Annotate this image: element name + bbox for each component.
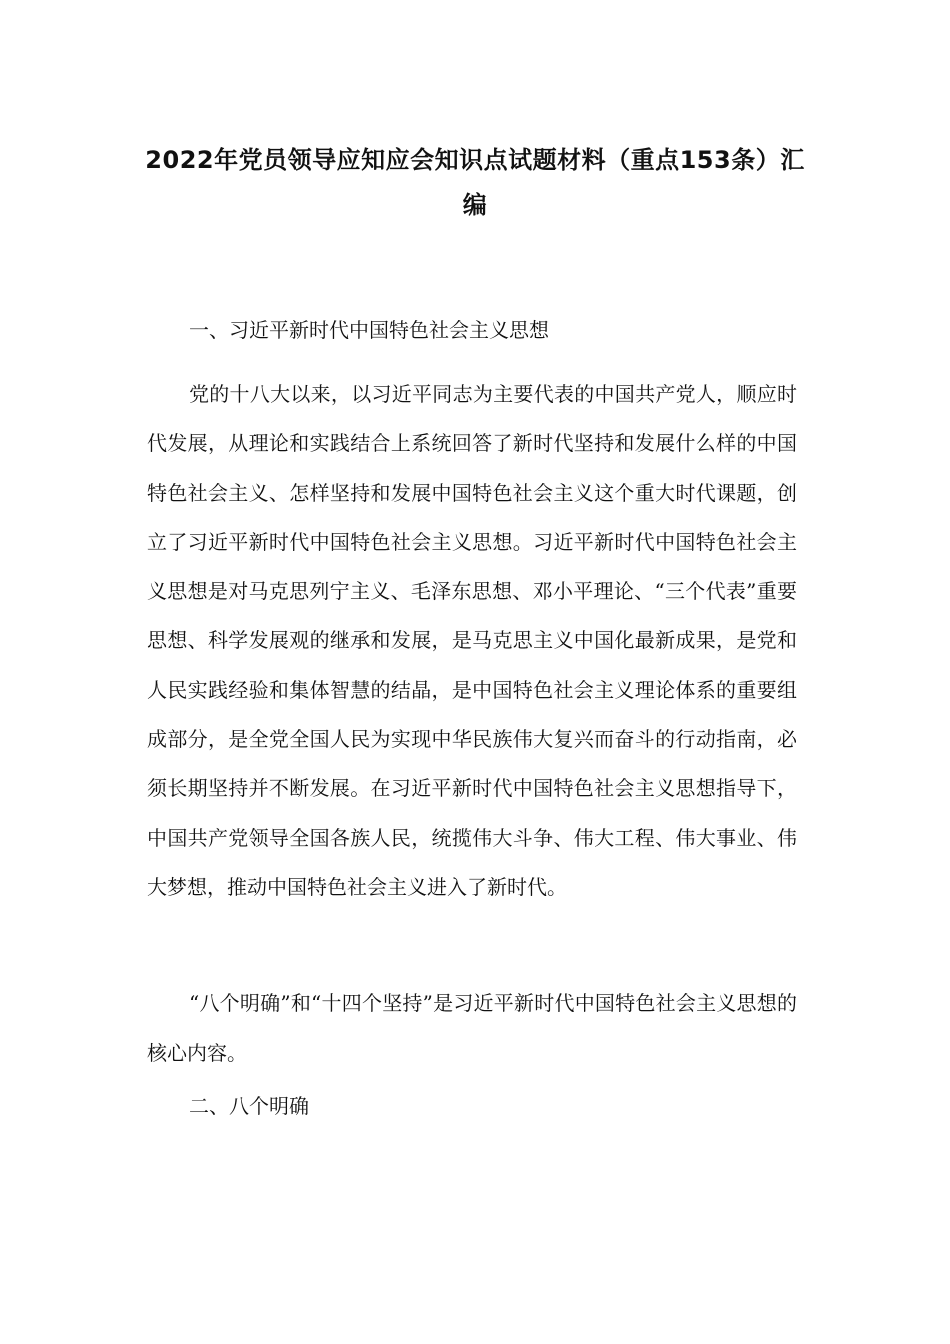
body-paragraph-1: 党的十八大以来，以习近平同志为主要代表的中国共产党人，顺应时代发展，从理论和实践结合上系统回答了新时代坚持和发展什么样的中国特色社会主义、怎样坚持和发展中国特色社会主义这个重大时代课题，创立了习近平新时代中国特色社会主义思想。习近平新时代中国特色社会主义思想是对马克思列宁主义、毛泽东思想、邓小平理论、“三个代表”重要思想、科学发展观的继承和发展，是马克思主义中国化最新成果，是党和人民实践经验和集体智慧的结晶，是中国特色社会主义理论体系的重要组成部分，是全党全国人民为实现中华民族伟大复兴而奋斗的行动指南，必须长期坚持并不断发展。在习近平新时代中国特色社会主义思想指导下，中国共产党领导全国各族人民，统揽伟大斗争、伟大工程、伟大事业、伟大梦想，推动中国特色社会主义进入了新时代。 xyxy=(147,382,797,899)
section-heading-2: 二、八个明确 xyxy=(189,1094,309,1118)
section-heading-1: 一、习近平新时代中国特色社会主义思想 xyxy=(189,318,549,342)
document-title: 2022年党员领导应知应会知识点试题材料（重点153条）汇编 xyxy=(145,146,805,219)
body-paragraph-2: “八个明确”和“十四个坚持”是习近平新时代中国特色社会主义思想的核心内容。 xyxy=(147,991,797,1065)
